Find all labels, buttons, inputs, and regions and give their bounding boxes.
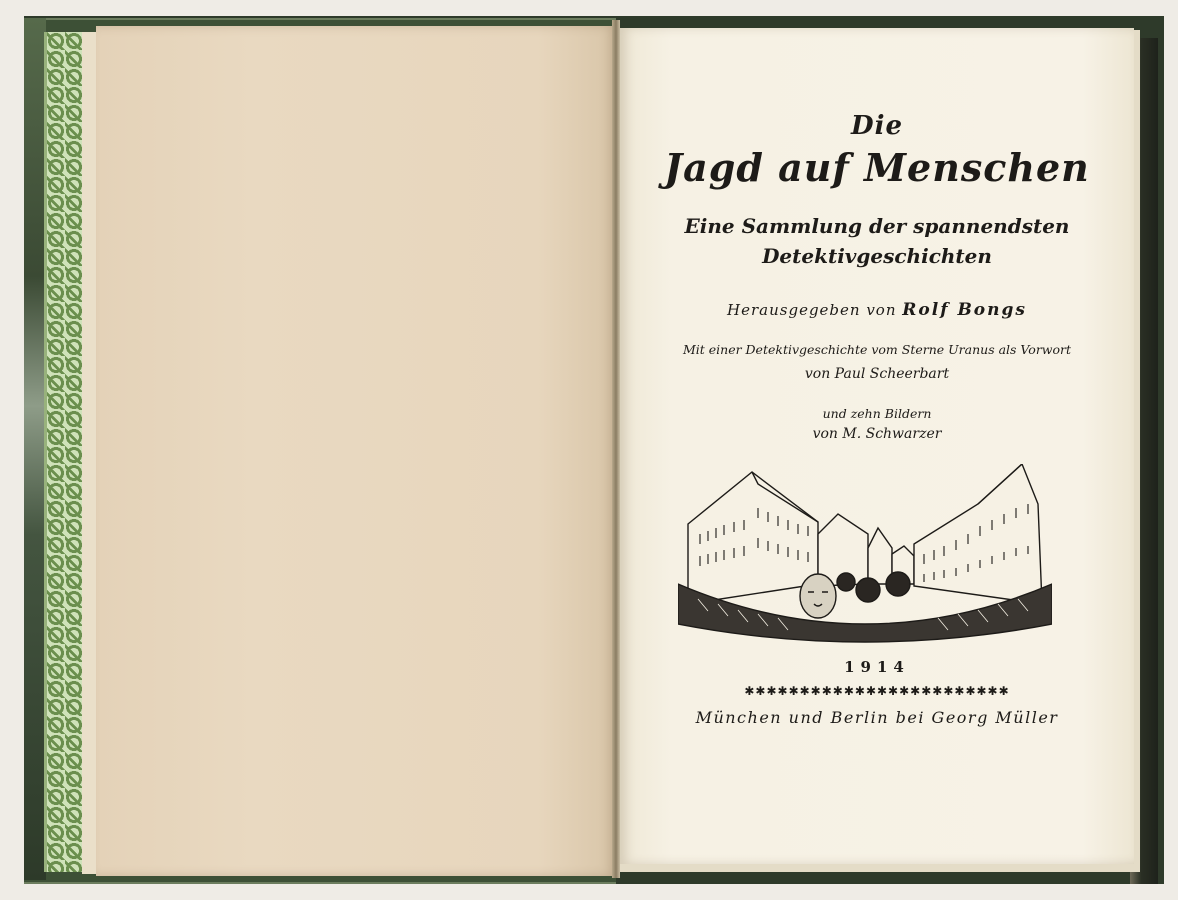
foreword-line-2: von Paul Scheerbart bbox=[804, 366, 950, 382]
subtitle-line-1: Eine Sammlung der spannendsten bbox=[684, 214, 1070, 238]
editor-line bbox=[620, 300, 1134, 320]
street-illustration bbox=[678, 464, 1052, 644]
publication-year: 1914 bbox=[844, 658, 910, 676]
pictures-line-2: von M. Schwarzer bbox=[812, 426, 942, 442]
publisher-line: München und Berlin bei Georg Müller bbox=[695, 708, 1059, 727]
editor-prefix: Herausgegeben von bbox=[727, 301, 897, 319]
pictures-line-1: und zehn Bildern bbox=[822, 406, 932, 421]
title-die: Die bbox=[851, 111, 903, 141]
main-title: Jagd auf Menschen bbox=[664, 145, 1090, 190]
subtitle-line-2: Detektivgeschichten bbox=[762, 244, 992, 268]
marbled-edge bbox=[24, 18, 46, 880]
left-blank-page bbox=[96, 26, 616, 876]
editor-name: Rolf Bongs bbox=[902, 300, 1027, 320]
book-spine-gutter bbox=[612, 20, 620, 878]
foreword-line-1: Mit einer Detektivgeschichte vom Sterne Uranus als Vorwort bbox=[682, 342, 1072, 357]
title-page bbox=[620, 28, 1134, 864]
ornament-rule: ✱✱✱✱✱✱✱✱✱✱✱✱✱✱✱✱✱✱✱✱✱✱✱✱ bbox=[744, 684, 1010, 698]
